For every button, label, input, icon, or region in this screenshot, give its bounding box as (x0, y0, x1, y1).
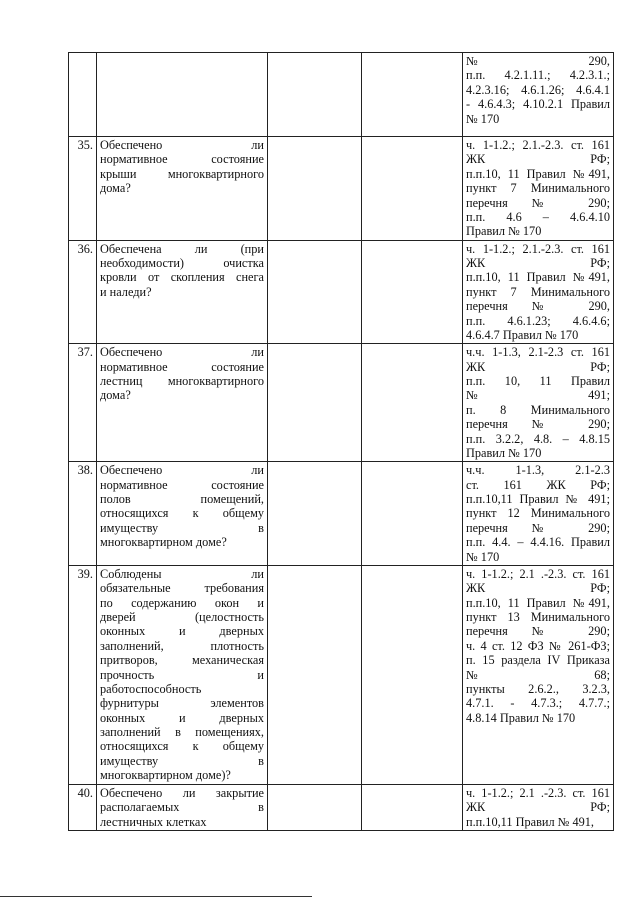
question-text-line: Обеспечена ли (при (100, 241, 264, 256)
reference-text-line: 4.8.14 Правил № 170 (466, 710, 576, 725)
question-cell (97, 462, 268, 566)
answer-cell (268, 344, 362, 462)
footnote-separator-line (0, 896, 312, 897)
table-row (69, 53, 614, 137)
reference-text-line: пункт 13 Минимального (466, 610, 610, 624)
question-text-line: Соблюдены ли (100, 566, 264, 581)
reference-cell (463, 462, 614, 566)
table-row (69, 137, 614, 241)
reference-text-line: 4.2.3.16; 4.6.1.26; 4.6.4.1 (466, 82, 610, 97)
reference-text-line: перечня № 290; (466, 195, 610, 210)
answer-cell (268, 53, 362, 137)
checklist-table (68, 52, 614, 831)
question-cell (97, 344, 268, 462)
reference-text-line: № 68; (466, 667, 610, 682)
question-text-line: прочность и (100, 667, 264, 682)
reference-text-line: перечня № 290; (466, 417, 610, 432)
reference-text-line: 4.7.1. - 4.7.3.; 4.7.7.; (466, 696, 610, 711)
reference-text-line: п.п. 4.6.1.23; 4.6.4.6; (466, 313, 610, 328)
reference-cell (463, 240, 614, 344)
question-text-line: заполнений, плотность (100, 638, 264, 653)
question-text-line: многоквартирном доме)? (100, 768, 231, 783)
reference-text-line: № 170 (466, 549, 500, 564)
row-number: 38. (69, 462, 97, 566)
reference-text-line: - 4.6.4.3; 4.10.2.1 Правил (466, 97, 610, 112)
question-cell (97, 53, 268, 137)
question-text-line: Обеспечено ли (100, 345, 264, 360)
question-text-line: крыши многоквартирного (100, 166, 264, 181)
reference-text-line: п.п.10,11 Правил № 491, (466, 814, 595, 829)
question-text-line: необходимости) очистка (100, 256, 264, 270)
reference-text-line: ч. 1-1.2.; 2.1.-2.3. ст. 161 (466, 241, 610, 256)
question-text-line: дверей (целостность (100, 610, 264, 624)
reference-cell (463, 344, 614, 462)
answer-cell (362, 462, 463, 566)
reference-text-line: п. 8 Минимального (466, 402, 610, 417)
reference-text-line: перечня № 290; (466, 624, 610, 639)
reference-text-line: ЖК РФ; (466, 256, 610, 270)
question-text-line: Обеспечено ли (100, 463, 264, 478)
question-text-line: притворов, механическая (100, 653, 264, 668)
row-number: 37. (69, 344, 97, 462)
reference-text-line: 4.6.4.7 Правил № 170 (466, 327, 579, 342)
table-row (69, 565, 614, 784)
answer-cell (362, 137, 463, 241)
reference-text-line: ч. 1-1.2.; 2.1 .-2.3. ст. 161 (466, 566, 610, 581)
reference-text-line: ст. 161 ЖК РФ; (466, 477, 610, 492)
question-text-line: полов помещений, (100, 492, 264, 506)
reference-text-line: № 290, (466, 54, 610, 68)
reference-text-line: пункт 7 Минимального (466, 284, 610, 299)
reference-text-line: ч.ч. 1-1.3, 2.1-2.3 (466, 463, 610, 478)
question-text-line: оконных и дверных (100, 624, 264, 639)
question-text-line: оконных и дверных (100, 710, 264, 725)
reference-text-line: ч. 1-1.2.; 2.1 .-2.3. ст. 161 (466, 785, 610, 800)
answer-cell (268, 565, 362, 784)
reference-text-line: ЖК РФ; (466, 800, 610, 815)
table-row (69, 344, 614, 462)
answer-cell (362, 565, 463, 784)
row-number: 39. (69, 565, 97, 784)
row-number: 36. (69, 240, 97, 344)
row-number: 40. (69, 784, 97, 830)
table-row (69, 784, 614, 830)
reference-text-line: перечня № 290; (466, 520, 610, 535)
question-text-line: лестничных клетках (100, 814, 207, 829)
question-text-line: имуществу в (100, 753, 264, 768)
answer-cell (268, 784, 362, 830)
question-text-line: дома? (100, 388, 131, 403)
question-text-line: кровли от скопления снега (100, 270, 264, 285)
reference-text-line: № 170 (466, 111, 500, 126)
answer-cell (362, 53, 463, 137)
question-text-line: заполнений в помещениях, (100, 725, 264, 739)
reference-text-line: п.п. 4.2.1.11.; 4.2.3.1.; (466, 68, 610, 83)
answer-cell (362, 240, 463, 344)
question-text-line: имуществу в (100, 520, 264, 535)
question-cell (97, 565, 268, 784)
reference-text-line: пункты 2.6.2., 3.2.3, (466, 681, 610, 696)
reference-cell (463, 784, 614, 830)
reference-text-line: перечня № 290, (466, 299, 610, 314)
question-text-line: по содержанию окон и (100, 595, 264, 610)
reference-text-line: п.п.10, 11 Правил №491, (466, 166, 610, 181)
reference-text-line: п.п. 3.2.2, 4.8. – 4.8.15 (466, 431, 610, 446)
answer-cell (362, 784, 463, 830)
reference-text-line: ЖК РФ; (466, 152, 610, 167)
reference-text-line: ЖК РФ; (466, 581, 610, 596)
reference-text-line: ч. 1-1.2.; 2.1.-2.3. ст. 161 (466, 138, 610, 152)
question-text-line: работоспособность (100, 681, 202, 696)
checklist-table-body (69, 53, 614, 831)
reference-text-line: ЖК РФ; (466, 359, 610, 374)
reference-cell (463, 137, 614, 241)
reference-text-line: п. 15 раздела IV Приказа (466, 653, 610, 668)
question-text-line: лестниц многоквартирного (100, 374, 264, 388)
row-number (69, 53, 97, 137)
answer-cell (268, 137, 362, 241)
question-text-line: нормативное состояние (100, 359, 264, 374)
reference-text-line: п.п.10, 11 Правил №491, (466, 595, 610, 610)
question-text-line: нормативное состояние (100, 477, 264, 492)
question-text-line: дома? (100, 181, 131, 196)
reference-text-line: п.п.10, 11 Правил №491, (466, 270, 610, 285)
reference-text-line: п.п. 4.4. – 4.4.16. Правил (466, 535, 610, 550)
question-text-line: располагаемых в (100, 800, 264, 815)
table-row (69, 462, 614, 566)
row-number: 35. (69, 137, 97, 241)
reference-text-line: Правил № 170 (466, 224, 542, 239)
question-cell (97, 784, 268, 830)
question-text-line: фурнитуры элементов (100, 696, 264, 711)
reference-text-line: п.п.10,11 Правил № 491; (466, 492, 610, 506)
answer-cell (362, 344, 463, 462)
question-text-line: и наледи? (100, 284, 152, 299)
table-row (69, 240, 614, 344)
reference-text-line: п.п. 4.6 – 4.6.4.10 (466, 209, 610, 224)
reference-text-line: Правил № 170 (466, 445, 542, 460)
reference-cell (463, 53, 614, 137)
reference-text-line: пункт 12 Минимального (466, 506, 610, 521)
question-cell (97, 137, 268, 241)
question-text-line: Обеспечено ли закрытие (100, 785, 264, 800)
answer-cell (268, 462, 362, 566)
question-text-line: относящихся к общему (100, 739, 264, 754)
reference-text-line: ч.ч. 1-1.3, 2.1-2.3 ст. 161 (466, 345, 610, 360)
question-text-line: относящихся к общему (100, 506, 264, 521)
reference-text-line: ч. 4 ст. 12 ФЗ № 261-ФЗ; (466, 638, 610, 653)
answer-cell (268, 240, 362, 344)
question-text-line: многоквартирном доме? (100, 535, 227, 550)
reference-text-line: № 491; (466, 388, 610, 403)
question-cell (97, 240, 268, 344)
question-text-line: Обеспечено ли (100, 138, 264, 152)
question-text-line: нормативное состояние (100, 152, 264, 167)
reference-cell (463, 565, 614, 784)
question-text-line: обязательные требования (100, 581, 264, 596)
reference-text-line: пункт 7 Минимального (466, 181, 610, 196)
reference-text-line: п.п. 10, 11 Правил (466, 374, 610, 388)
